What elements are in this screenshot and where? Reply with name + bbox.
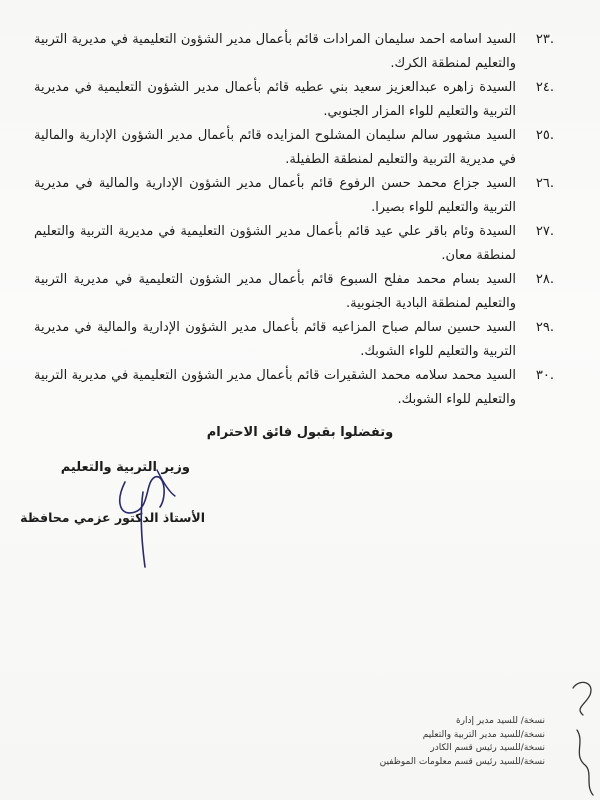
appointments-list [34, 28, 554, 412]
copy-line: نسخة/ للسيد مدير إدارة [455, 716, 545, 726]
copy-line: نسخة/للسيد رئيس قسم معلومات الموظفين [379, 756, 545, 767]
closing-line: وتفضلوا بقبول فائق الاحترام [206, 425, 394, 440]
item-number: .٣٠ [535, 368, 554, 383]
copies-list [380, 715, 545, 769]
item-number: .٢٣ [535, 32, 554, 47]
item-text: السيد حسين سالم صباح المزاعيه قائم بأعمال مدير الشؤون الإدارية والمالية في مديرية التربية والتعليم للواء الشوبك. [34, 320, 516, 359]
list-item [34, 76, 554, 124]
handwritten-initial [555, 670, 600, 800]
list-item [34, 364, 554, 412]
item-number: .٢٤ [535, 80, 554, 95]
item-number: .٢٦ [535, 176, 554, 191]
item-text: السيدة وئام باقر علي عيد قائم بأعمال مدير الشؤون التعليمية في مديرية التربية والتعليم لمنطقة معان. [34, 224, 516, 263]
item-number: .٢٧ [535, 224, 554, 239]
item-number: .٢٥ [535, 128, 554, 143]
copy-line: نسخة/للسيد رئيس قسم الكادر [430, 743, 545, 753]
list-item [34, 316, 554, 364]
item-text: السيد مشهور سالم سليمان المشلوح المزايده قائم بأعمال مدير الشؤون الإدارية والمالية في مديرية التربية والتعليم لمنطقة الطفيلة. [34, 128, 516, 167]
item-number: .٢٩ [535, 320, 554, 335]
item-text: السيد بسام محمد مفلح السبوع قائم بأعمال مدير الشؤون التعليمية في مديرية التربية والتعليم لمنطقة البادية الجنوبية. [34, 272, 516, 311]
item-text: السيد جزاع محمد حسن الرفوع قائم بأعمال مدير الشؤون الإدارية والمالية في مديرية التربية والتعليم للواء بصيرا. [34, 176, 516, 215]
signatory-name: الأستاذ الدكتور عزمي محافظة [20, 510, 205, 525]
item-text: السيدة زاهره عبدالعزيز سعيد بني عطيه قائم بأعمال مدير الشؤون التعليمية في مديرية التربية والتعليم للواء المزار الجنوبي. [34, 80, 516, 119]
list-item [34, 268, 554, 316]
copy-line: نسخة/للسيد مدير التربية والتعليم [422, 729, 545, 740]
list-item [34, 220, 554, 268]
item-text: السيد محمد سلامه محمد الشقيرات قائم بأعمال مدير الشؤون التعليمية في مديرية التربية والتعليم للواء الشوبك. [34, 368, 516, 407]
item-number: .٢٨ [535, 272, 554, 287]
handwritten-signature [105, 462, 185, 572]
list-item [34, 172, 554, 220]
signatory-title: وزير التربية والتعليم [60, 460, 190, 475]
list-item [34, 28, 554, 76]
item-text: السيد اسامه احمد سليمان المرادات قائم بأعمال مدير الشؤون التعليمية في مديرية التربية والتعليم لمنطقة الكرك. [34, 32, 516, 71]
list-item [34, 124, 554, 172]
